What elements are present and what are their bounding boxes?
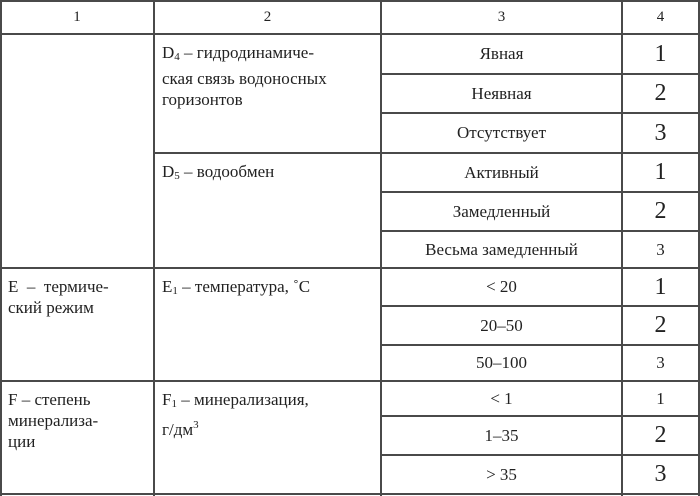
value-cell: Явная (479, 44, 524, 63)
score-cell: 1 (654, 273, 667, 300)
param-d4-line2: ская связь водоносных (162, 69, 327, 88)
value-cell: < 20 (486, 277, 517, 296)
factor-e (0, 268, 154, 318)
score-cell: 2 (654, 312, 667, 338)
value-cell: Замедленный (452, 201, 551, 221)
param-d4-sub: 4 (174, 51, 180, 63)
factor-f-line2: минерализа- (8, 411, 99, 430)
row-divider (380, 230, 700, 232)
param-f1-sub: 1 (171, 398, 177, 410)
param-d5-sub: 5 (174, 170, 180, 182)
row-divider (380, 454, 700, 456)
header-col-1: 1 (73, 9, 81, 25)
score-cell: 3 (654, 461, 667, 487)
header-col-4: 4 (656, 9, 665, 25)
score-cell: 2 (654, 80, 667, 106)
score-cell: 1 (656, 388, 665, 408)
value-cell: < 1 (490, 388, 513, 408)
value-cell: Отсутствует (456, 123, 547, 142)
row-divider (380, 415, 700, 417)
value-cell: 1–35 (484, 425, 519, 445)
param-d4-line1: – гидродинамиче- (179, 43, 315, 62)
row-divider (380, 305, 700, 307)
param-f1-code: F (162, 390, 172, 409)
param-f1-line2: г/дм (162, 420, 194, 439)
header-divider (0, 33, 700, 35)
param-f1-line1: – минерализация, (176, 390, 309, 409)
param-f1-sup: 3 (193, 419, 199, 431)
factor-e-line2: ский режим (8, 298, 94, 317)
param-f1 (154, 381, 381, 440)
group-divider (0, 267, 700, 269)
param-d4-line3: горизонтов (162, 90, 243, 109)
value-cell: 20–50 (480, 315, 523, 335)
score-cell: 3 (656, 239, 665, 259)
param-e1-code: E (162, 277, 173, 296)
param-d5-line1: – водообмен (179, 162, 275, 181)
border-top (0, 0, 700, 2)
score-cell: 3 (654, 119, 667, 146)
score-cell: 1 (654, 159, 667, 185)
param-e1-sub: 1 (172, 285, 178, 297)
divider-col1-col2 (153, 0, 155, 496)
param-e1 (154, 268, 381, 302)
header-col-2: 2 (263, 9, 272, 25)
value-cell: > 35 (486, 464, 517, 484)
header-col-3: 3 (497, 9, 506, 25)
row-divider (380, 344, 700, 346)
border-left (0, 0, 2, 496)
row-divider (153, 152, 700, 154)
factor-f-line1: F – степень (8, 390, 91, 409)
score-cell: 3 (656, 353, 665, 372)
factor-f-line3: ции (8, 432, 36, 451)
score-cell: 2 (654, 422, 667, 448)
score-cell: 1 (654, 40, 667, 67)
value-cell: Активный (464, 162, 539, 182)
row-divider (380, 191, 700, 193)
param-d5 (154, 153, 381, 187)
border-bottom (0, 493, 700, 495)
param-d4-code: D (162, 43, 175, 62)
score-cell: 2 (654, 198, 667, 224)
value-cell: Неявная (471, 83, 532, 103)
factor-e-line1: Е – термиче- (8, 277, 109, 296)
value-cell: Весьма замедленный (425, 239, 578, 259)
factor-f (0, 381, 154, 452)
param-d5-code: D (162, 162, 175, 181)
row-divider (380, 73, 700, 75)
group-divider (0, 380, 700, 382)
param-d4 (154, 34, 381, 110)
param-e1-line1: – температура, ˚С (177, 277, 311, 296)
row-divider (380, 112, 700, 114)
value-cell: 50–100 (476, 353, 527, 372)
